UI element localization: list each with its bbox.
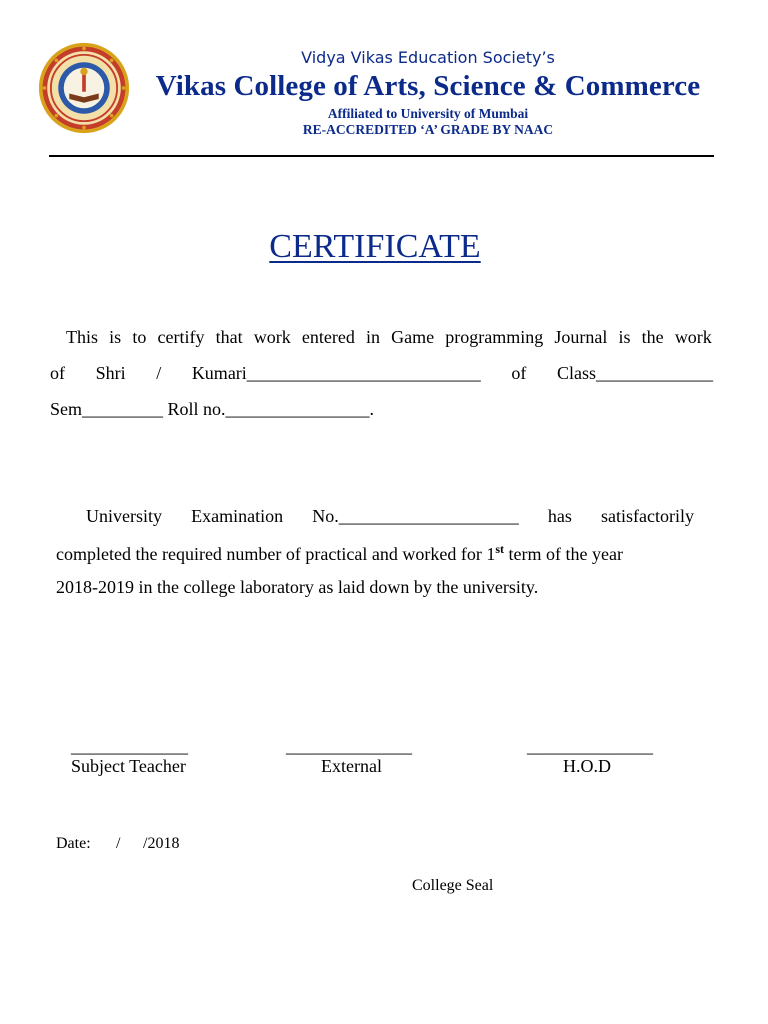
header-divider xyxy=(49,155,714,157)
exam-no-blank: No.____________________ xyxy=(312,506,519,526)
word: Journal xyxy=(554,327,608,347)
college-seal-label: College Seal xyxy=(412,877,494,894)
word: work xyxy=(253,327,291,347)
word: has xyxy=(547,506,572,526)
ordinal-suffix: st xyxy=(495,542,504,556)
para2-line2 xyxy=(56,542,623,565)
affiliation: Affiliated to University of Mumbai xyxy=(327,106,529,121)
para1-line3: Sem_________ Roll no.________________. xyxy=(50,399,375,419)
date-separator: / xyxy=(116,835,121,852)
college-name: Vikas College of Arts, Science & Commerce xyxy=(155,70,701,102)
para2-line2-text: completed the required number of practical and worked for 1 xyxy=(56,544,496,564)
word: of xyxy=(511,363,527,383)
word: Shri xyxy=(95,363,126,383)
word: Examination xyxy=(191,506,284,526)
word: of xyxy=(50,363,65,383)
class-blank: Class_____________ xyxy=(556,363,713,383)
word: that xyxy=(215,327,243,347)
para2-line2-rest: term of the year xyxy=(504,544,623,564)
word: entered xyxy=(301,327,355,347)
hod-signature-line: ______________ xyxy=(527,736,653,756)
word: certify xyxy=(157,327,205,347)
word: Game xyxy=(391,327,435,347)
word: This xyxy=(66,327,99,347)
hod-label: H.O.D xyxy=(563,756,611,776)
word: University xyxy=(86,506,162,526)
external-signature-line: ______________ xyxy=(286,736,412,756)
word: is xyxy=(618,327,631,347)
society-name: Vidya Vikas Education Society’s xyxy=(301,48,555,67)
word: / xyxy=(156,363,162,383)
accreditation: RE-ACCREDITED ‘A’ GRADE BY NAAC xyxy=(302,122,554,137)
teacher-signature-line: _____________ xyxy=(71,736,188,756)
para1-line1 xyxy=(66,327,712,348)
word: to xyxy=(132,327,147,347)
external-label: External xyxy=(321,756,382,776)
para1-line2 xyxy=(50,363,713,384)
date-label: Date: xyxy=(56,835,91,852)
word: work xyxy=(674,327,712,347)
subject-teacher-label: Subject Teacher xyxy=(71,756,186,776)
para2-line1 xyxy=(86,506,694,527)
word: is xyxy=(109,327,122,347)
word: in xyxy=(365,327,380,347)
word: satisfactorily xyxy=(600,506,694,526)
word: programming xyxy=(445,327,544,347)
date-year: /2018 xyxy=(143,835,180,852)
page-title: CERTIFICATE xyxy=(269,228,481,265)
para2-line3: 2018-2019 in the college laboratory as laid down by the university. xyxy=(56,577,539,597)
name-blank: Kumari__________________________ xyxy=(191,363,481,383)
word: the xyxy=(641,327,664,347)
